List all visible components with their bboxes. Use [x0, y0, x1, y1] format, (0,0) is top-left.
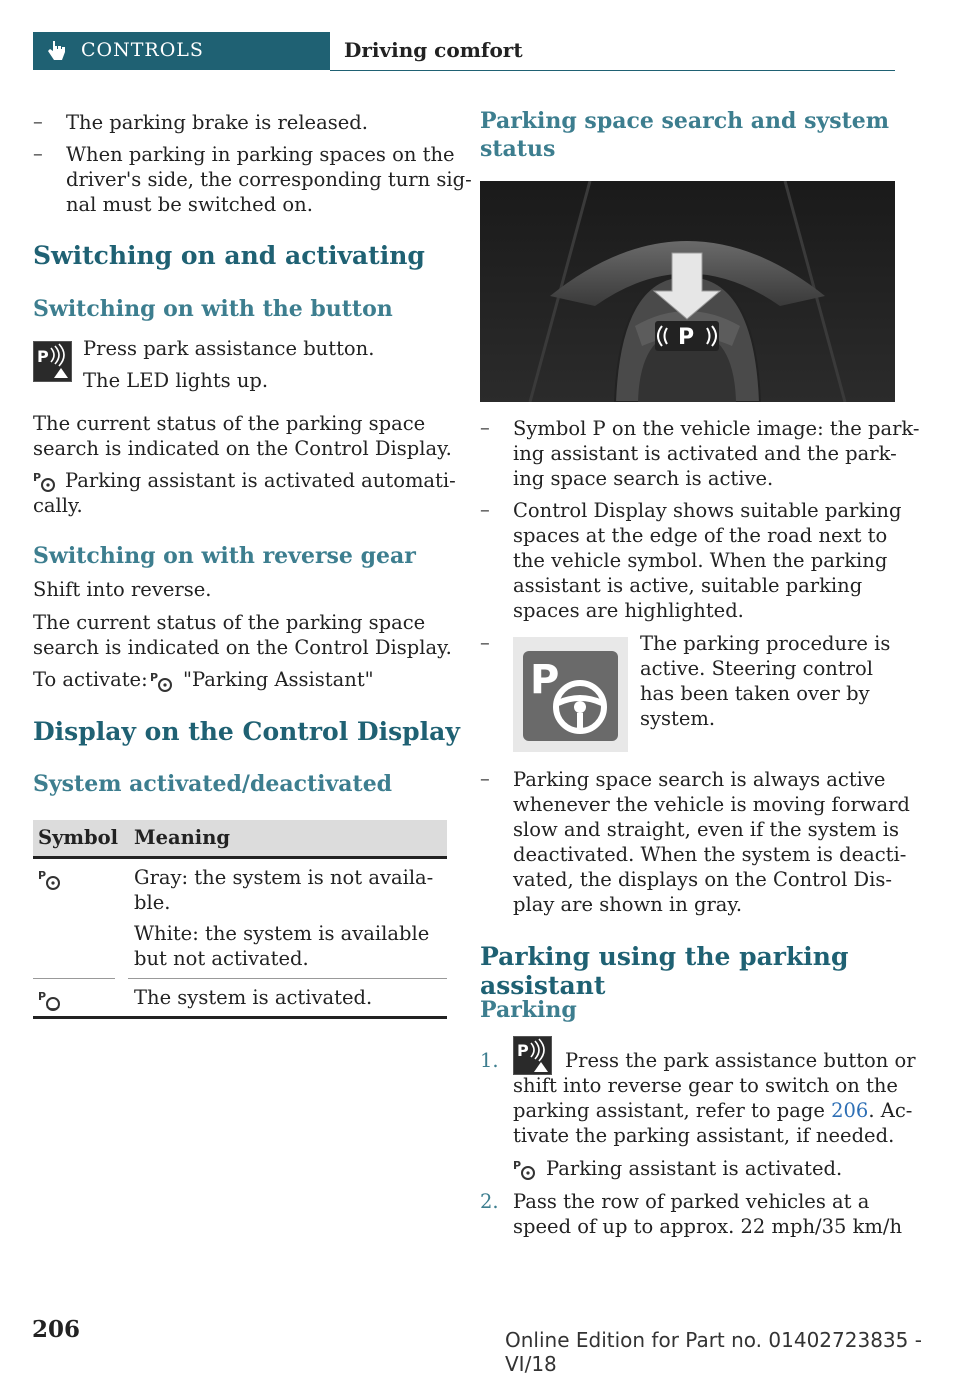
bullet-dash: –: [480, 767, 490, 790]
svg-text:P: P: [38, 869, 47, 882]
auto-activated-text: cally.: [33, 494, 83, 517]
heading-search-status: Parking space search and system: [480, 108, 890, 134]
bullet-dash: –: [480, 631, 490, 654]
auto-activated-text: Parking assistant is activated automati-: [65, 469, 456, 492]
heading-switching-on: Switching on and activating: [33, 241, 425, 270]
bullet-text: nal must be switched on.: [66, 193, 313, 216]
table-cell: Gray: the system is not availa-: [134, 866, 434, 889]
heading-parking: Parking: [480, 997, 577, 1023]
heading-reverse-gear: Switching on with reverse gear: [33, 543, 416, 569]
step-text: Press the park assistance button or: [565, 1049, 916, 1072]
heading-search-status: status: [480, 136, 556, 162]
activate-value: "Parking Assistant": [183, 668, 374, 691]
bullet-text: Parking space search is always active: [513, 768, 886, 791]
parking-assistant-icon: [513, 1158, 537, 1182]
car-p-symbol: P: [678, 325, 695, 350]
step-text-part: parking assistant, refer to page: [513, 1099, 825, 1122]
status-text: search is indicated on the Control Display.: [33, 437, 452, 460]
svg-text:P: P: [513, 1159, 522, 1172]
section-tab: [33, 32, 330, 70]
step-text: tivate the parking assistant, if needed.: [513, 1124, 895, 1147]
step-text: shift into reverse gear to switch on the: [513, 1074, 898, 1097]
step-text-part: . Ac-: [868, 1099, 913, 1122]
hand-pointer-icon: [45, 39, 67, 63]
table-cell: The system is activated.: [134, 986, 373, 1009]
heading-system: System activated/deactivated: [33, 771, 393, 797]
park-assist-button-icon: [33, 341, 72, 382]
bullet-text: active. Steering control: [640, 657, 874, 680]
heading-button: Switching on with the button: [33, 296, 393, 322]
col-symbol: Symbol: [38, 826, 119, 849]
bullet-text: The parking procedure is: [640, 632, 891, 655]
steering-control-icon: [513, 637, 628, 752]
table-divider: [33, 978, 115, 979]
header-rule: [330, 70, 895, 71]
table-cell: but not activated.: [134, 947, 309, 970]
bullet-text: play are shown in gray.: [513, 893, 743, 916]
step-note: Parking assistant is activated.: [546, 1157, 843, 1180]
status-text: The current status of the parking space: [33, 611, 426, 634]
shift-text: Shift into reverse.: [33, 578, 212, 601]
svg-text:P: P: [517, 1041, 529, 1060]
svg-text:P: P: [150, 671, 159, 684]
step-text: [513, 1098, 912, 1123]
step-number: 1.: [480, 1049, 499, 1072]
section-label: CONTROLS: [81, 39, 204, 61]
bullet-text: spaces are highlighted.: [513, 599, 744, 622]
bullet-text: vated, the displays on the Control Dis-: [513, 868, 892, 891]
table-cell: White: the system is available: [134, 922, 430, 945]
activate-label: To activate:: [33, 668, 148, 691]
bullet-text: Control Display shows suitable parking: [513, 499, 902, 522]
edition-text: Online Edition for Part no. 01402723835 - VI/18: [505, 1328, 922, 1376]
bullet-text: deactivated. When the system is deacti-: [513, 843, 907, 866]
bullet-text: driver's side, the corresponding turn sig-: [66, 168, 472, 191]
bullet-text: ing assistant is activated and the park-: [513, 442, 897, 465]
bullet-text: system.: [640, 707, 716, 730]
bullet-text: slow and straight, even if the system is: [513, 818, 900, 841]
svg-text:P: P: [38, 990, 47, 1003]
btn-led: The LED lights up.: [83, 369, 269, 392]
btn-instruction: Press park assistance button.: [83, 337, 375, 360]
park-assist-button-icon: [513, 1036, 552, 1075]
step-text: Pass the row of parked vehicles at a: [513, 1190, 870, 1213]
status-text: The current status of the parking space: [33, 412, 426, 435]
bullet-text: the vehicle symbol. When the parking: [513, 549, 888, 572]
step-number: 2.: [480, 1190, 499, 1213]
col-meaning: Meaning: [134, 826, 231, 849]
parking-assistant-active-icon: [38, 989, 62, 1013]
bullet-text: has been taken over by: [640, 682, 870, 705]
table-bottom-rule: [33, 1016, 447, 1019]
parking-assistant-icon: [38, 868, 62, 892]
parking-assistant-icon: [150, 670, 174, 694]
page-link[interactable]: 206: [831, 1099, 869, 1122]
table-cell: ble.: [134, 891, 171, 914]
bullet-text: assistant is active, suitable parking: [513, 574, 863, 597]
bullet-dash: –: [33, 142, 43, 165]
svg-text:P: P: [530, 657, 560, 703]
heading-parking-using: Parking using the parking assistant: [480, 942, 849, 1000]
bullet-text: When parking in parking spaces on the: [66, 143, 455, 166]
bullet-dash: –: [480, 498, 490, 521]
svg-text:P: P: [33, 471, 42, 484]
page-title: Driving comfort: [344, 38, 523, 62]
bullet-text: ing space search is active.: [513, 467, 774, 490]
svg-text:P: P: [37, 347, 49, 366]
bullet-text: Symbol P on the vehicle image: the park-: [513, 417, 920, 440]
heading-display: Display on the Control Display: [33, 717, 460, 746]
bullet-text: spaces at the edge of the road next to: [513, 524, 888, 547]
bullet-dash: –: [480, 416, 490, 439]
step-text: speed of up to approx. 22 mph/35 km/h: [513, 1215, 903, 1238]
bullet-dash: –: [33, 110, 43, 133]
parking-assistant-icon: [33, 470, 57, 494]
vehicle-display-image: [480, 181, 895, 402]
table-divider: [128, 978, 447, 979]
page-number: 206: [32, 1316, 81, 1343]
bullet-text: The parking brake is released.: [66, 111, 368, 134]
bullet-text: whenever the vehicle is moving forward: [513, 793, 910, 816]
status-text: search is indicated on the Control Display.: [33, 636, 452, 659]
